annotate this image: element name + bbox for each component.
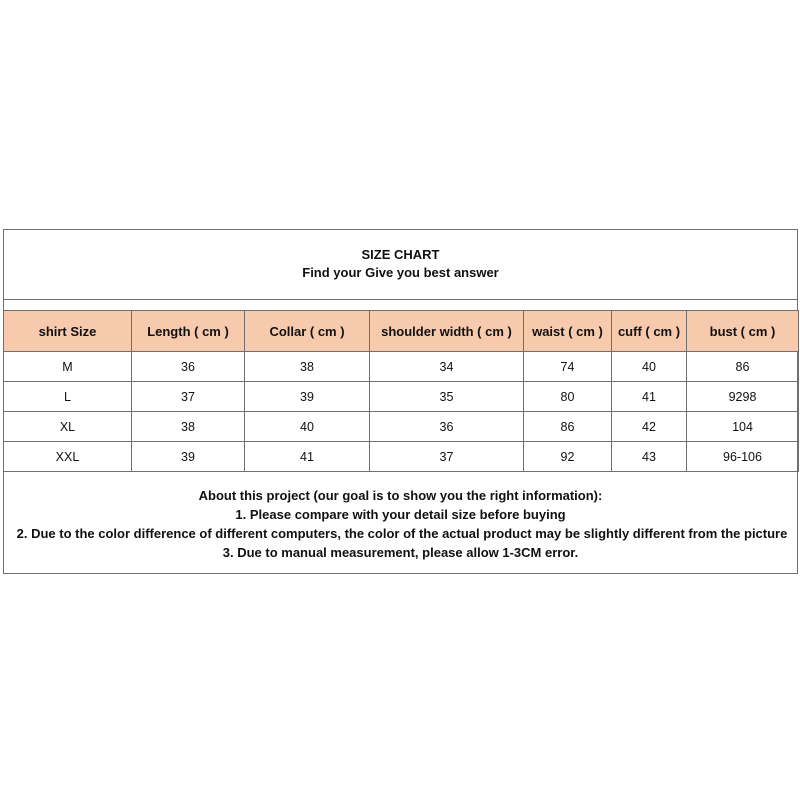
cell-length: 37 — [132, 382, 245, 412]
cell-shoulder-width: 36 — [370, 412, 524, 442]
cell-collar: 38 — [245, 352, 370, 382]
table-header-row — [4, 311, 799, 352]
note-item: 1. Please compare with your detail size before buying — [235, 507, 566, 522]
cell-waist: 86 — [524, 412, 612, 442]
table-row — [4, 442, 799, 472]
cell-cuff: 42 — [612, 412, 687, 442]
table-row — [4, 382, 799, 412]
cell-cuff: 41 — [612, 382, 687, 412]
table-row — [4, 412, 799, 442]
note-item: 3. Due to manual measurement, please allow 1-3CM error. — [222, 545, 579, 560]
cell-waist: 74 — [524, 352, 612, 382]
header-cuff: cuff ( cm ) — [612, 311, 687, 352]
cell-size: XXL — [4, 442, 132, 472]
notes-block — [4, 473, 797, 574]
cell-shoulder-width: 37 — [370, 442, 524, 472]
cell-shoulder-width: 34 — [370, 352, 524, 382]
cell-collar: 39 — [245, 382, 370, 412]
header-length: Length ( cm ) — [132, 311, 245, 352]
cell-shoulder-width: 35 — [370, 382, 524, 412]
header-collar: Collar ( cm ) — [245, 311, 370, 352]
cell-collar: 40 — [245, 412, 370, 442]
cell-bust: 96-106 — [687, 442, 799, 472]
cell-length: 39 — [132, 442, 245, 472]
cell-waist: 80 — [524, 382, 612, 412]
header-bust: bust ( cm ) — [687, 311, 799, 352]
cell-cuff: 40 — [612, 352, 687, 382]
cell-waist: 92 — [524, 442, 612, 472]
size-chart — [3, 229, 798, 574]
size-table — [3, 310, 799, 472]
cell-size: XL — [4, 412, 132, 442]
cell-length: 36 — [132, 352, 245, 382]
cell-cuff: 43 — [612, 442, 687, 472]
cell-size: L — [4, 382, 132, 412]
cell-length: 38 — [132, 412, 245, 442]
header-shoulder-width: shoulder width ( cm ) — [370, 311, 524, 352]
cell-collar: 41 — [245, 442, 370, 472]
note-item: 2. Due to the color difference of different computers, the color of the actual product may be slightly different from the picture — [16, 526, 788, 541]
title-block — [4, 230, 797, 299]
header-shirt-size: shirt Size — [4, 311, 132, 352]
spacer-row — [4, 299, 797, 310]
header-waist: waist ( cm ) — [524, 311, 612, 352]
table-row — [4, 352, 799, 382]
cell-bust: 9298 — [687, 382, 799, 412]
notes-heading: About this project (our goal is to show you the right information): — [198, 488, 603, 503]
cell-bust: 86 — [687, 352, 799, 382]
cell-bust: 104 — [687, 412, 799, 442]
chart-subtitle: Find your Give you best answer — [302, 265, 499, 280]
chart-title: SIZE CHART — [361, 247, 440, 262]
cell-size: M — [4, 352, 132, 382]
